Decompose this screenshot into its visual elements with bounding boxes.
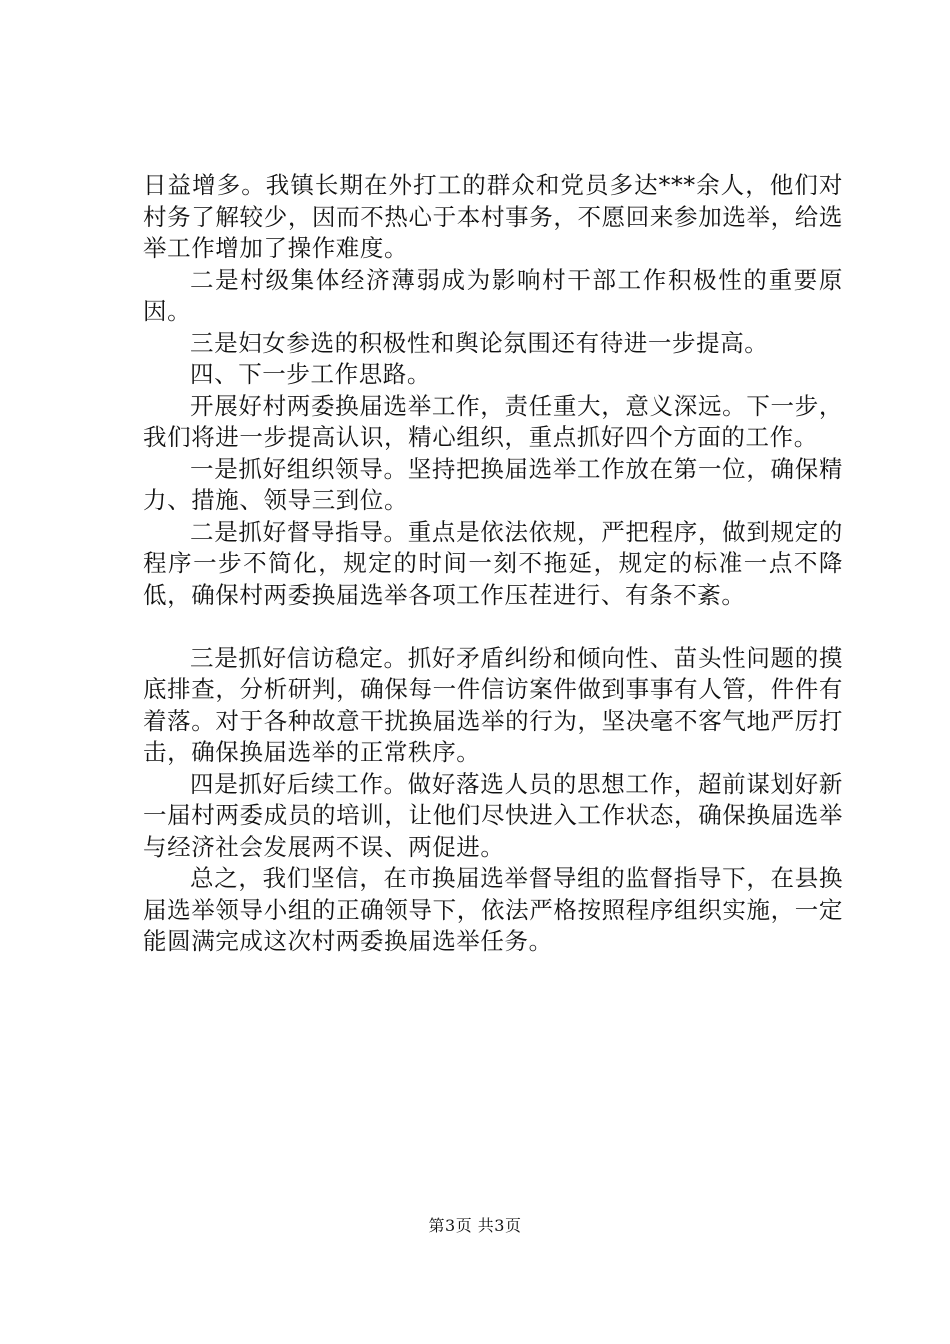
document-body: [143, 170, 843, 958]
section-heading-next-steps: 四、下一步工作思路。: [190, 360, 431, 388]
paragraph-point-three: 三是妇女参选的积极性和舆论氛围还有待进一步提高。: [190, 328, 769, 357]
paragraph-task-three: 三是抓好信访稳定。抓好矛盾纠纷和倾向性、苗头性问题的摸底排查，分析研判，确保每一件信访案件做到事事有人管，件件有着落。对于各种故意干扰换届选举的行为，坚决毫不客气地严厉打击，确保换届选举的正常秩序。: [143, 643, 843, 766]
paragraph-spacer: [143, 611, 843, 643]
paragraph-task-two: 二是抓好督导指导。重点是依法依规，严把程序，做到规定的程序一步不简化，规定的时间一刻不拖延，规定的标准一点不降低，确保村两委换届选举各项工作压茬进行、有条不紊。: [143, 517, 843, 609]
paragraph-continuation: 日益增多。我镇长期在外打工的群众和党员多达***余人，他们对村务了解较少，因而不热心于本村事务，不愿回来参加选举，给选举工作增加了操作难度。: [143, 171, 843, 262]
page-footer: 第3页 共3页: [428, 1216, 522, 1235]
paragraph-conclusion: 总之，我们坚信，在市换届选举督导组的监督指导下，在县换届选举领导小组的正确领导下，依法严格按照程序组织实施，一定能圆满完成这次村两委换届选举任务。: [143, 864, 843, 955]
paragraph-task-four: 四是抓好后续工作。做好落选人员的思想工作，超前谋划好新一届村两委成员的培训，让他们尽快进入工作状态，确保换届选举与经济社会发展两不误、两促进。: [143, 769, 843, 861]
paragraph-point-two: 二是村级集体经济薄弱成为影响村干部工作积极性的重要原因。: [143, 265, 843, 325]
paragraph-intro: 开展好村两委换届选举工作，责任重大，意义深远。下一步，我们将进一步提高认识，精心组织，重点抓好四个方面的工作。: [143, 391, 843, 451]
paragraph-task-one: 一是抓好组织领导。坚持把换届选举工作放在第一位，确保精力、措施、领导三到位。: [143, 454, 843, 514]
